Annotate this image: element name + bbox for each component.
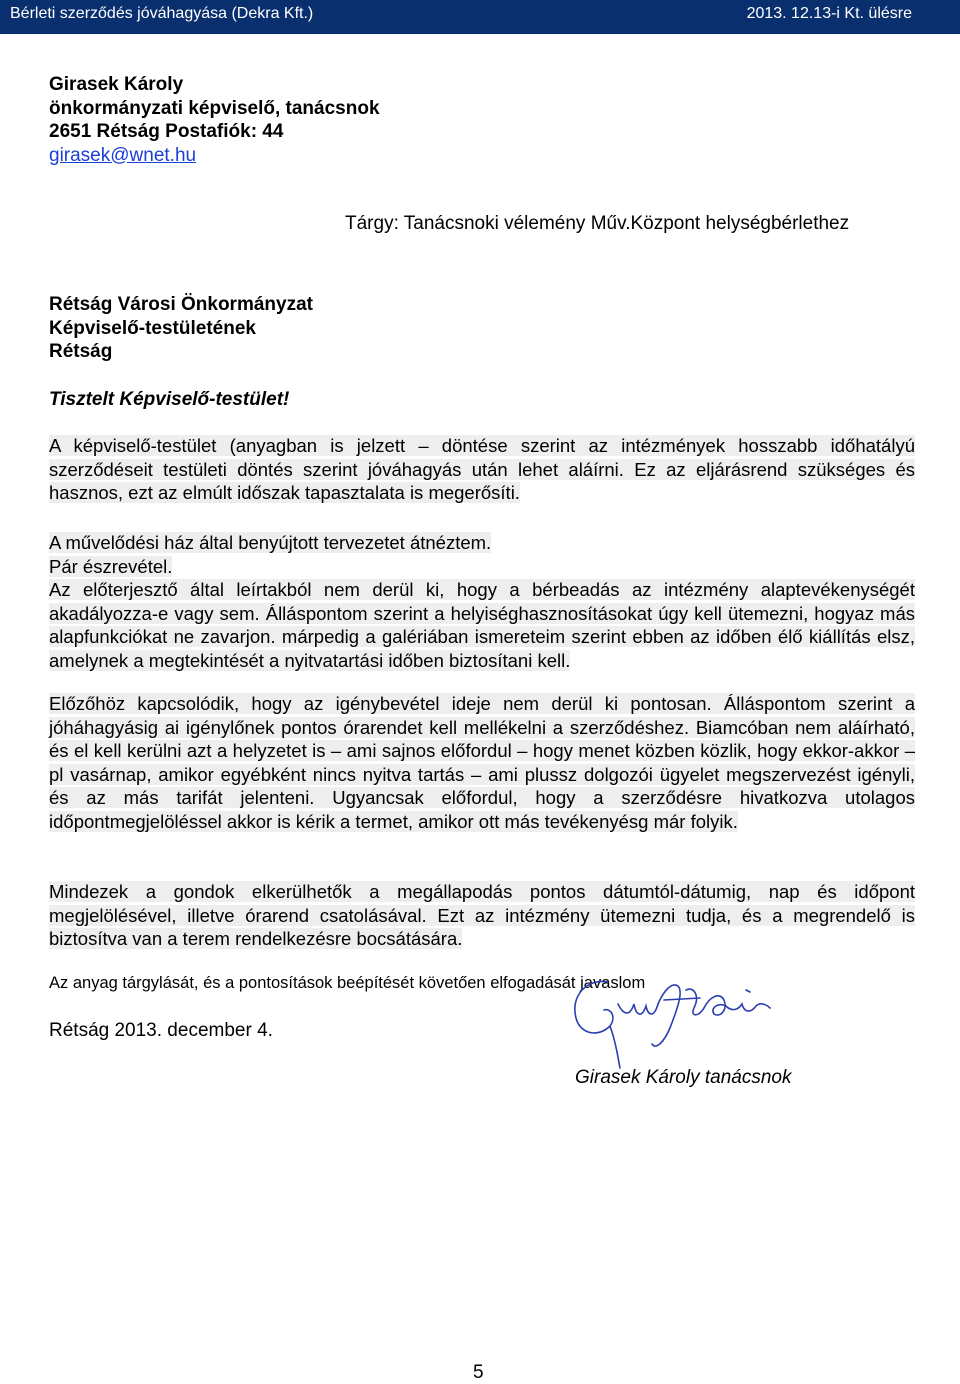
- paragraph-3-text: Előzőhöz kapcsolódik, hogy az igénybevétel ideje nem derül ki pontosan. Álláspontom szerint a jóháhagyásig ai igénylőnek pontos órarendet kell mellékelni a szerződéshez. Biamcóban nem aláírható, és el kell kerülni azt a helyzetet is – ami sajnos előfordul – hogy menet közben közlik, hogy ekkor-akkor – pl vasárnap, amikor egyébként nincs nyitva tartás – ami plussz dolgozói ügyelet megszervezést igényli, és az más tarifát jelenteni. Ugyancsak előfordul, hogy a szerződésre hivatkozva utolagos időpontmegjelöléssel akkor is kérik a termet, amikor ott más tevékenyésg már folyik.: [49, 693, 915, 832]
- salutation: Tisztelt Képviselő-testület!: [49, 389, 290, 410]
- paragraph-2-remark: Pár észrevétel.: [49, 555, 173, 577]
- recipient-line-1: Rétság Városi Önkormányzat: [49, 294, 313, 315]
- signer-name: Girasek Károly tanácsnok: [575, 1067, 792, 1088]
- paragraph-2-text: Az előterjesztő által leírtakból nem derül ki, hogy a bérbeadás az intézmény alaptevékenységét akadályozza-e vagy sem. Álláspontom szerint a helyiséghasznosításokat úgy kell ütemezni, hogyaz más alapfunkciókat ne zavarjon. márpedig a galériában ismereteim szerint ebben az időben élő kiállítás elsz, amelynek a megtekintését a nyitvatartási időben biztosítani kell.: [49, 579, 915, 671]
- sender-role: önkormányzati képviselő, tanácsnok: [49, 97, 380, 119]
- subject-line: Tárgy: Tanácsnoki vélemény Műv.Központ helységbérlethez: [345, 213, 850, 234]
- sender-address: 2651 Rétság Postafiók: 44: [49, 121, 284, 142]
- paragraph-2: [49, 531, 915, 672]
- paragraph-2-intro: A művelődési ház által benyújtott tervezetet átnéztem.: [49, 532, 492, 553]
- sender-block: [49, 73, 380, 167]
- recipient-block: [49, 293, 313, 364]
- page-number: 5: [473, 1362, 484, 1383]
- recipient-line-3: Rétság: [49, 341, 113, 362]
- sender-name: Girasek Károly: [49, 74, 184, 95]
- header-title: Bérleti szerződés jóváhagyása (Dekra Kft.): [10, 5, 314, 22]
- header-bar: [0, 0, 960, 34]
- paragraph-1: [49, 434, 915, 505]
- paragraph-1-text: A képviselő-testület (anyagban is jelzett – döntése szerint az intézmények hosszabb időhatályú szerződéseit testületi döntés szerint jóváhagyás után lehet aláírni. Ez az eljárásrend szükséges és hasznos, ezt az elmúlt időszak tapasztalata is megerősíti.: [49, 435, 915, 503]
- paragraph-4: [49, 880, 915, 951]
- sender-email-link[interactable]: girasek@wnet.hu: [49, 144, 197, 166]
- place-date: Rétság 2013. december 4.: [49, 1020, 273, 1041]
- header-meeting-date: 2013. 12.13-i Kt. ülésre: [746, 5, 912, 22]
- paragraph-3: [49, 692, 915, 833]
- handwritten-signature: [560, 960, 790, 1080]
- recipient-line-2: Képviselő-testületének: [49, 317, 256, 339]
- paragraph-4-text: Mindezek a gondok elkerülhetők a megállapodás pontos dátumtól-dátumig, nap és időpont megjelölésével, illetve órarend csatolásával. Ezt az intézmény ütemezni tudja, és a megrendelő is biztosítva van a terem rendelkezésre bocsátására.: [49, 881, 915, 949]
- closing-line: Az anyag tárgylását, és a pontosítások beépítését követően elfogadását javaslom: [49, 974, 646, 992]
